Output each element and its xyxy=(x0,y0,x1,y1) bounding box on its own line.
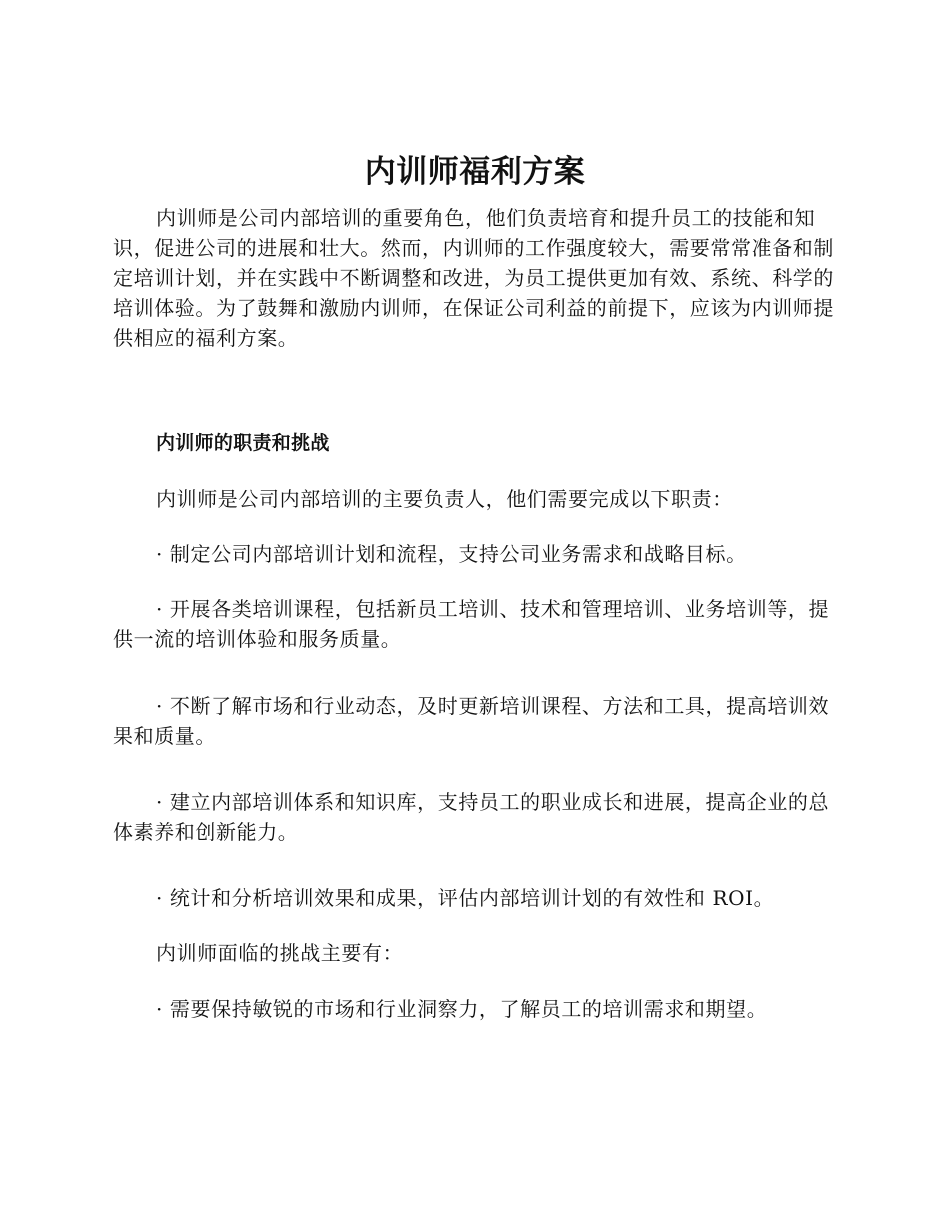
duty-item: · 制定公司内部培训计划和流程，支持公司业务需求和战略目标。 xyxy=(156,542,747,566)
duty-item: · 建立内部培训体系和知识库，支持员工的职业成长和进展，提高企业的总体素养和创新能力。 xyxy=(113,790,830,844)
duty-item: · 统计和分析培训效果和成果，评估内部培训计划的有效性和 ROI。 xyxy=(156,886,775,910)
duty-item: · 开展各类培训课程，包括新员工培训、技术和管理培训、业务培训等，提供一流的培训体验和服务质量。 xyxy=(113,597,830,651)
document-title: 内训师福利方案 xyxy=(364,154,586,190)
challenges-intro: 内训师面临的挑战主要有： xyxy=(156,941,404,965)
challenge-item: · 需要保持敏锐的市场和行业洞察力，了解员工的培训需求和期望。 xyxy=(156,997,768,1021)
duty-item: · 不断了解市场和行业动态，及时更新培训课程、方法和工具，提高培训效果和质量。 xyxy=(113,694,830,748)
duties-intro: 内训师是公司内部培训的主要负责人，他们需要完成以下职责： xyxy=(156,487,733,511)
intro-paragraph: 内训师是公司内部培训的重要角色，他们负责培育和提升员工的技能和知识，促进公司的进展和壮大。然而，内训师的工作强度较大，需要常常准备和制定培训计划，并在实践中不断调整和改进，为员工提供更加有效、系统、科学的培训体验。为了鼓舞和激励内训师，在保证公司利益的前提下，应该为内训师提供相应的福利方案。 xyxy=(113,206,834,350)
section-heading: 内训师的职责和挑战 xyxy=(156,432,330,454)
